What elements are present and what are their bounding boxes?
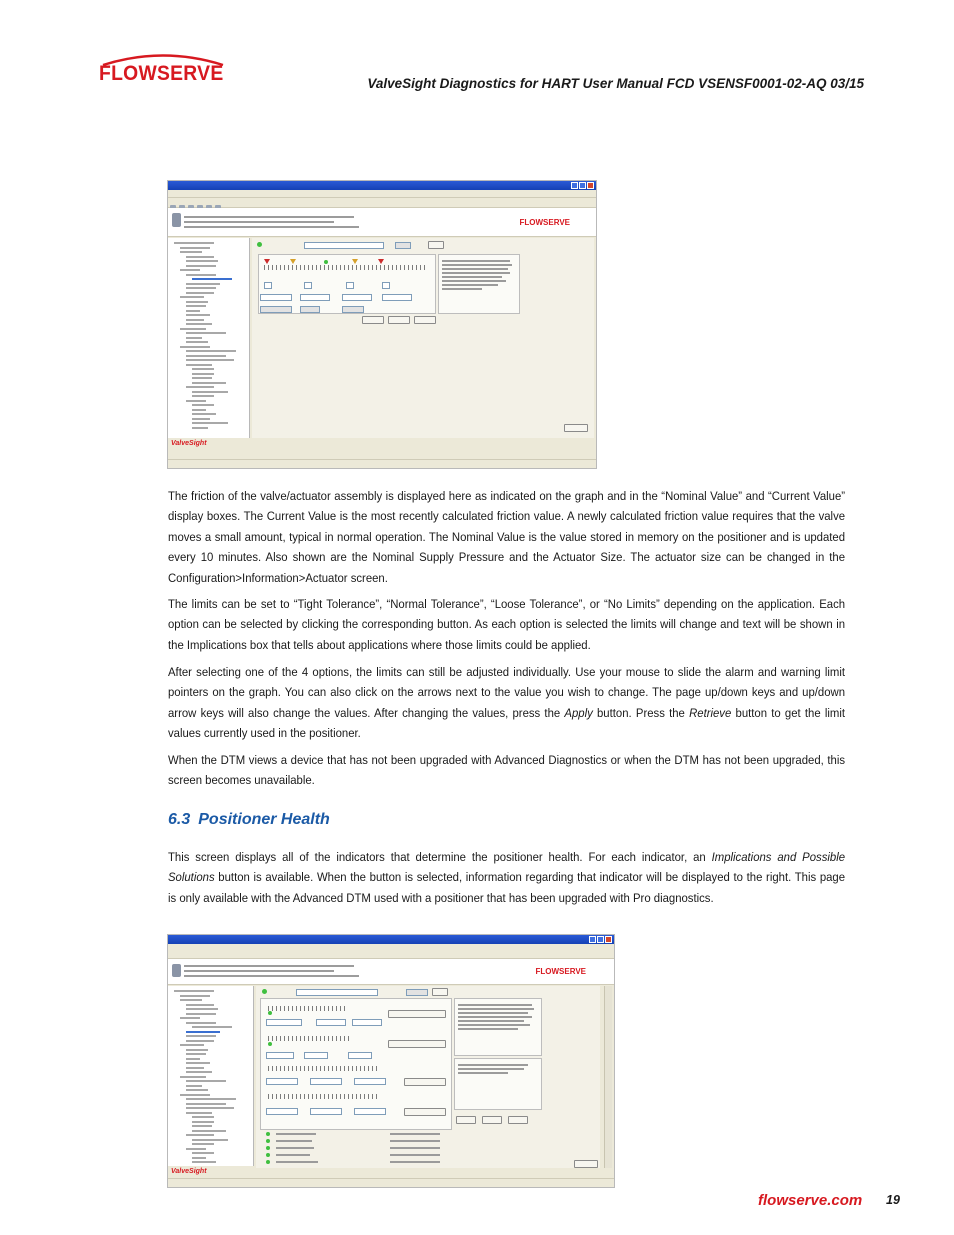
page-number: 19	[886, 1193, 900, 1207]
device-header	[168, 208, 596, 237]
footer-website-link[interactable]: flowserve.com	[758, 1192, 863, 1209]
menu-bar	[168, 190, 596, 198]
screenshot-positioner-health-screen	[167, 934, 615, 1188]
paragraph-limits: The limits can be set to “Tight Tolerance”, “Normal Tolerance”, “Loose Tolerance”, or “No Limits” depending on the application. Each option can be selected by clicking the corresponding button. As each option is selected the limits will change and text will be shown in the Implications box that tells about applications where those limits could be applied.	[168, 597, 846, 652]
navigation-tree	[168, 238, 250, 438]
toolbar	[168, 198, 596, 208]
mini-flowserve-logo: FLOWSERVE	[535, 967, 586, 976]
status-bar	[168, 1178, 614, 1187]
paragraph-friction: The friction of the valve/actuator assembly is displayed here as indicated on the graph and in the “Nominal Value” and “Current Value” display boxes. The Current Value is the most recently calculated friction value. A newly calculated friction value requires that the valve moves a small amount, typical in normal operation. The Nominal Value is the value stored in memory on the positioner and is updated every 10 minutes. Also shown are the Nominal Supply Pressure and the Actuator Size. The actuator size can be changed in the Configuration>Information>Actuator screen.	[168, 489, 846, 585]
toolbar	[168, 951, 614, 959]
paragraph-adjust-limits: After selecting one of the 4 options, the limits can still be adjusted individually. Use your mouse to slide the alarm and warning limit pointers on the graph. You can also click on the arrows next to the value you wish to change. The page up/down keys and up/down arrow keys will also change the values. After changing the values, press the Apply button. Press the Retrieve button to get the limit values currently used in the positioner.	[168, 665, 846, 741]
friction-panel	[252, 238, 594, 438]
page-header-title: ValveSight Diagnostics for HART User Manual FCD VSENSF0001-02-AQ 03/15	[367, 76, 864, 91]
window-titlebar	[168, 935, 614, 944]
paragraph-unavailable: When the DTM views a device that has not been upgraded with Advanced Diagnostics or when the DTM has not been upgraded, this screen becomes unavailable.	[168, 753, 846, 788]
mini-flowserve-logo: FLOWSERVE	[519, 218, 570, 227]
valvesight-brand: ValveSight	[171, 1168, 207, 1175]
logo-text: FLOWSERVE	[99, 62, 224, 85]
paragraph-positioner-health: This screen displays all of the indicators that determine the positioner health. For each indicator, an Implications and Possible Solutions button is available. When the button is selected, information regarding that indicator will be displayed to the right. This page is only available with the Advanced DTM used with a positioner that has been upgraded with Pro diagnostics.	[168, 850, 846, 905]
device-header	[168, 959, 614, 985]
window-titlebar	[168, 181, 596, 190]
section-heading: 6.3 Positioner Health	[168, 811, 330, 828]
status-bar	[168, 459, 596, 468]
positioner-health-panel	[256, 986, 600, 1168]
navigation-tree	[168, 986, 254, 1166]
flowserve-logo	[97, 52, 229, 92]
scrollbar	[604, 986, 612, 1168]
screenshot-friction-screen	[167, 180, 597, 469]
valvesight-brand: ValveSight	[171, 440, 207, 447]
